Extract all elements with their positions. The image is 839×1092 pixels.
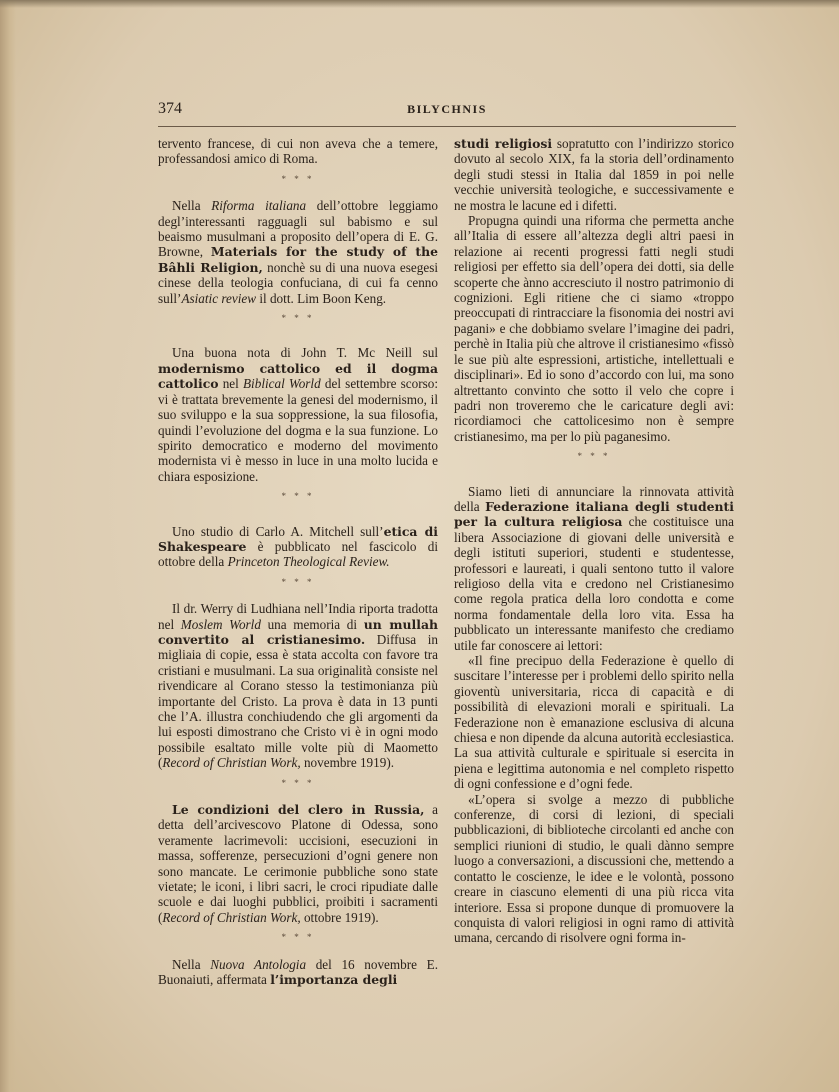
text-run: una memoria di bbox=[260, 616, 364, 632]
spacer bbox=[454, 476, 734, 484]
journal-title: Asiatic review bbox=[181, 290, 257, 306]
text-run: è pubblicato nel fascicolo di ottobre della bbox=[158, 538, 438, 570]
text-run: nonchè su di una nuova esegesi cinese della teologia confuciana, di cui fa cenno sull’ bbox=[158, 259, 438, 306]
paragraph: Propugna quindi una riforma che permetta anche all’Italia di essere all’altezza degli altri paesi in relazione ai recenti progressi fatti negli studi religiosi per effetto sia dell’opera dei dotti, sia delle scoperte che ànno accresciuto il nostro patrimonio di cognizioni. Egli ritiene che ci siamo «troppo preoccupati di rintracciare la fisonomia dei nostri avi pagani» e che dobbiamo svelare l’imagine dei padri, perchè in Italia più che altrove il cristianesimo «fissò le sue più alte espressioni, artistiche, intellettuali e disciplinari». Ed io sono d’accordo con lui, ma sono altrettanto convinto che sotto il velo che copre i padri non troveremo che le caricature degli avi: ricordiamoci che cattolicesimo non è sempre cristianesimo, ma per lo più paganesimo. bbox=[454, 213, 734, 444]
spacer bbox=[158, 516, 438, 524]
text-run: Nella bbox=[172, 198, 212, 214]
paragraph bbox=[158, 198, 438, 306]
text-run: Diffusa in migliaia di copie, essa è stata accolta con favore tra cristiani e musulmani. La sua originalità consiste nel rivendicare al Corano stesso la testimonianza più importante del Cristo. La prova è data in 13 punti che l’A. illustra conchiudendo che gli argomenti da lui esposti dimostrano che Cristo vi è in ogni modo possibile esaltato mille volte più di Maometto ( bbox=[158, 631, 438, 771]
section-separator: * * * bbox=[577, 451, 611, 462]
text-run: del 16 novembre E. Buonaiuti, affermata bbox=[158, 956, 438, 988]
section-separator: * * * bbox=[281, 491, 315, 502]
bold-title: un mullah convertito al cristianesimo. bbox=[158, 616, 438, 647]
page-top-shadow bbox=[0, 0, 839, 8]
page-edge-shadow bbox=[0, 0, 16, 1092]
text-run: novembre 1919). bbox=[300, 755, 395, 771]
paragraph: «Il fine precipuo della Federazione è quello di suscitare l’interesse per i problemi dello spirito nella gioventù universitaria, ricca di capacità e di possibilità di elevazioni morali e spirituali. La Federazione non è emanazione esclusiva di alcuna chiesa e non dipende da alcuna autorità ecclesiastica. La sua attività culturale e spirituale si esercita in piena e legittima autonomia e nel completo rispetto di ogni confessione e d’ogni fede. bbox=[454, 653, 734, 792]
text-run: Il dr. Werry di Ludhiana nell’India riporta tradotta nel bbox=[158, 601, 438, 632]
journal-title: Moslem World bbox=[180, 616, 261, 632]
text-run: Uno studio di Carlo A. Mitchell sull’ bbox=[172, 523, 384, 539]
section-separator: * * * bbox=[281, 313, 315, 324]
paragraph bbox=[158, 802, 438, 925]
paragraph bbox=[158, 345, 438, 484]
bold-title: etica di Shakespeare bbox=[158, 523, 438, 554]
journal-title: Nuova Antologia bbox=[210, 956, 307, 972]
paragraph: «L’opera si svolge a mezzo di pubbliche conferenze, di corsi di lezioni, di speciali pubblicazioni, di biblioteche circolanti ed anche con semplici riunioni di studio, le quali dànno sempre luogo a conversazioni, a discussioni che, mettendo a contatto le coscienze, le idee e le volontà, possono creare in ciascuno elementi di una più ricca vita interiore. Essa si propone dunque di promuovere la conquista di valori religiosi in ogni ramo di attività umana, cercando di risolvere ogni forma in- bbox=[454, 791, 734, 946]
text-run: dell’ottobre leggiamo degl’interessanti ragguagli sul babismo e sul beaismo musulmani a proposito dell’opera di E. G. Browne, bbox=[158, 198, 438, 260]
page-header bbox=[158, 100, 736, 127]
bold-title: modernismo cattolico ed il dogma cattolico bbox=[158, 360, 438, 392]
page-number: 374 bbox=[158, 100, 182, 117]
bold-title: studi religiosi bbox=[454, 136, 553, 151]
journal-title: Princeton Theological Review. bbox=[227, 554, 390, 570]
text-run: che costituisce una libera Associazione di giovani delle università e degli istituti superiori, studenti e studentesse, professori e laureati, i quali sentono tutto il valore religioso della vita e credono nel Cristianesimo come regola pratica della loro condotta e come norma fondamentale della loro vita. Essa ha pubblicato un interessante manifesto che crediamo utile far conoscere ai lettori: bbox=[454, 514, 735, 653]
bold-title: Federazione italiana degli studenti per la cultura religiosa bbox=[454, 498, 734, 530]
text-run: il dott. Lim Boon Keng. bbox=[256, 290, 387, 306]
text-run: nel bbox=[218, 376, 243, 392]
section-separator: * * * bbox=[281, 932, 315, 943]
text-run: Una buona nota di John T. Mc Neill sul bbox=[172, 345, 438, 361]
bold-title: Le condizioni del clero in Russia, bbox=[172, 802, 425, 818]
text-run: Siamo lieti di annunciare la rinnovata attività della bbox=[454, 483, 734, 514]
text-run: a detta dell’arcivescovo Platone di Odessa, sono veramente lacrimevoli: uccisioni, esecuzioni in massa, sofferenze, persecuzioni d’ogni genere non sono mancate. Le cerimonie pubbliche sono state vietate; le iconi, i libri sacri, le croci ripudiate dalle scuole e dai luoghi pubblici, proibiti i sacramenti ( bbox=[158, 802, 438, 925]
left-column bbox=[158, 136, 438, 988]
journal-title: Riforma italiana bbox=[211, 198, 307, 214]
section-separator: * * * bbox=[281, 173, 315, 184]
paragraph bbox=[454, 136, 734, 213]
text-run: Nella bbox=[172, 956, 211, 972]
text-run: del settembre scorso: vi è trattata brevemente la genesi del modernismo, il suo sviluppo e la sua soppressione, la sua filosofia, quindi l’evoluzione del dogma e la sua funzione. Lo spirito democratico e moderno del movimento modernista vi è messo in luce in una molto lucida e chiara esposizione. bbox=[158, 376, 438, 484]
paragraph: tervento francese, di cui non aveva che a temere, professandosi amico di Roma. bbox=[158, 136, 438, 167]
bold-title: Materials for the study of the Bâhli Religion, bbox=[158, 244, 438, 275]
section-separator: * * * bbox=[281, 576, 315, 587]
text-run: ottobre 1919). bbox=[300, 909, 379, 925]
journal-title: Record of Christian Work, bbox=[162, 909, 301, 925]
text-run: sopratutto con l’indirizzo storico dovuto al secolo XIX, fa la storia dell’ordinamento degli studi stessi in Italia dal 1859 in poi nelle vecchie università teologiche, e successivamente e ne mostra le lacune ed i difetti. bbox=[454, 136, 734, 213]
journal-title: Biblical World bbox=[243, 376, 321, 392]
paragraph bbox=[158, 524, 438, 570]
right-column bbox=[454, 136, 734, 946]
running-title: BILYCHNIS bbox=[407, 102, 487, 116]
spacer bbox=[158, 337, 438, 345]
journal-title: Record of Christian Work, bbox=[162, 755, 301, 771]
paragraph bbox=[158, 957, 438, 988]
paragraph bbox=[158, 601, 438, 770]
bold-title: l’importanza degli bbox=[270, 972, 398, 988]
section-separator: * * * bbox=[281, 777, 315, 788]
paragraph bbox=[454, 484, 734, 653]
